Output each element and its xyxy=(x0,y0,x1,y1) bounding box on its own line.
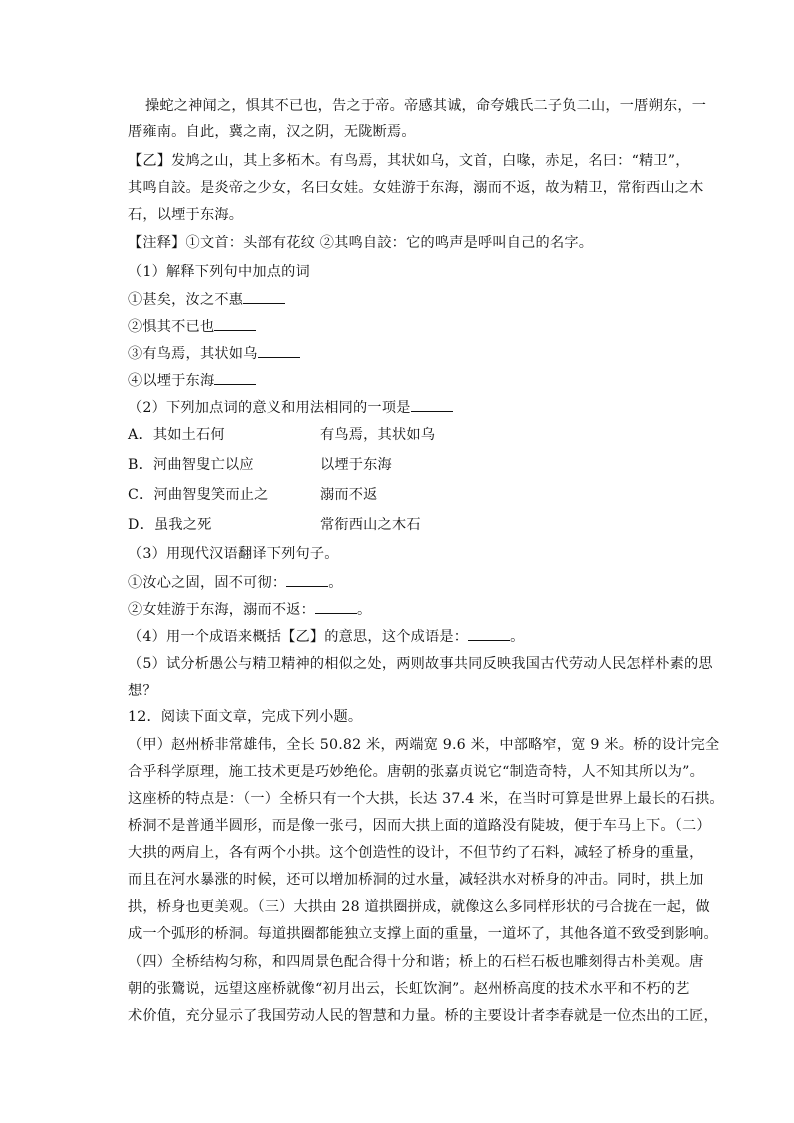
answer-blank[interactable] xyxy=(468,626,510,641)
passage-yi-line-2: 其鸣自詨。是炎帝之少女，名曰女娃。女娃游于东海，溺而不返，故为精卫，常衔西山之木 xyxy=(128,180,704,196)
passage-12-line-3: 这座桥的特点是：（一）全桥只有一个大拱，长达 37.4 米，在当时可算是世界上最长的石拱。 xyxy=(128,791,724,807)
passage-12-line-11: 术价值，充分显示了我国劳动人民的智慧和力量。桥的主要设计者李春就是一位杰出的工匠， xyxy=(128,1008,718,1024)
question-1-item-4: ④以堙于东海 xyxy=(128,370,256,391)
passage-12-line-10: 朝的张鷟说，远望这座桥就像“初月出云，长虹饮涧”。赵州桥高度的技术水平和不朽的艺 xyxy=(128,981,690,997)
answer-blank[interactable] xyxy=(258,343,300,358)
option-a-left: A．其如土石何 xyxy=(128,427,225,443)
question-4: （4）用一个成语来概括【乙】的意思，这个成语是： 。 xyxy=(128,626,525,647)
passage-yi-line-1: 【乙】发鸠之山，其上多柘木。有鸟焉，其状如乌，文首，白喙，赤足，名曰：“精卫”， xyxy=(128,153,690,169)
answer-blank[interactable] xyxy=(315,599,357,614)
question-12-heading: 12．阅读下面文章，完成下列小题。 xyxy=(128,709,363,725)
answer-blank[interactable] xyxy=(411,397,453,412)
question-2-prompt: （2）下列加点词的意义和用法相同的一项是 xyxy=(128,397,453,418)
question-3-prompt: （3）用现代汉语翻译下列句子。 xyxy=(128,546,339,562)
passage-12-line-1: （甲）赵州桥非常雄伟，全长 50.82 米，两端宽 9.6 米，中部略窄，宽 9 米。桥的设计完全 xyxy=(128,737,720,753)
question-1-item-2: ②惧其不已也 xyxy=(128,316,256,337)
question-1-prompt: （1）解释下列句中加点的词 xyxy=(128,264,310,280)
question-3-item-2: ②女娃游于东海，溺而不返： 。 xyxy=(128,599,371,620)
passage-yi-line-3: 石，以堙于东海。 xyxy=(128,207,244,223)
answer-blank[interactable] xyxy=(214,370,256,385)
option-b-left: B．河曲智叟亡以应 xyxy=(128,457,254,473)
passage-jia-line-1: 操蛇之神闻之，惧其不已也，告之于帝。帝感其诚，命夸娥氏二子负二山，一厝朔东，一 xyxy=(145,98,707,114)
answer-blank[interactable] xyxy=(286,572,328,587)
passage-12-line-9: （四）全桥结构匀称，和四周景色配合得十分和谐；桥上的石栏石板也雕刻得古朴美观。唐 xyxy=(128,954,704,970)
question-3-item-1: ①汝心之固，固不可彻： 。 xyxy=(128,572,343,593)
passage-12-line-7: 拱，桥身也更美观。（三）大拱由 28 道拱圈拼成，就像这么多同样形状的弓合拢在一起，做 xyxy=(128,899,710,915)
passage-12-line-4: 桥洞不是普通半圆形，而是像一张弓，因而大拱上面的道路没有陡坡，便于车马上下。（二） xyxy=(128,818,711,834)
question-5-line-1: （5）试分析愚公与精卫精神的相似之处，两则故事共同反映我国古代劳动人民怎样朴素的思 xyxy=(128,656,713,672)
option-a-right: 有鸟焉，其状如乌 xyxy=(320,427,436,443)
question-5-line-2: 想？ xyxy=(128,683,157,699)
option-d-right: 常衔西山之木石 xyxy=(320,517,421,533)
passage-jia-line-2: 厝雍南。自此，冀之南，汉之阴，无陇断焉。 xyxy=(128,124,416,140)
passage-12-line-5: 大拱的两肩上，各有两个小拱。这个创造性的设计，不但节约了石料，减轻了桥身的重量， xyxy=(128,845,704,861)
passage-12-line-8: 成一个弧形的桥洞。每道拱圈都能独立支撑上面的重量，一道坏了，其他各道不致受到影响。 xyxy=(128,926,718,942)
answer-blank[interactable] xyxy=(214,316,256,331)
passage-12-line-6: 而且在河水暴涨的时候，还可以增加桥洞的过水量，减轻洪水对桥身的冲击。同时，拱上加 xyxy=(128,872,704,888)
passage-12-line-2: 合乎科学原理，施工技术更是巧妙绝伦。唐朝的张嘉贞说它“制造奇特，人不知其所以为”。 xyxy=(128,764,705,780)
question-1-item-3: ③有鸟焉，其状如乌 xyxy=(128,343,300,364)
option-b-right: 以堙于东海 xyxy=(320,457,392,473)
question-1-item-1: ①甚矣，汝之不惠 xyxy=(128,289,285,310)
answer-blank[interactable] xyxy=(243,289,285,304)
annotation-notes: 【注释】①文首：头部有花纹 ②其鸣自詨：它的鸣声是呼叫自己的名字。 xyxy=(128,235,594,251)
option-c-right: 溺而不返 xyxy=(320,487,378,503)
option-d-left: D．虽我之死 xyxy=(128,517,212,533)
option-c-left: C．河曲智叟笑而止之 xyxy=(128,487,269,503)
